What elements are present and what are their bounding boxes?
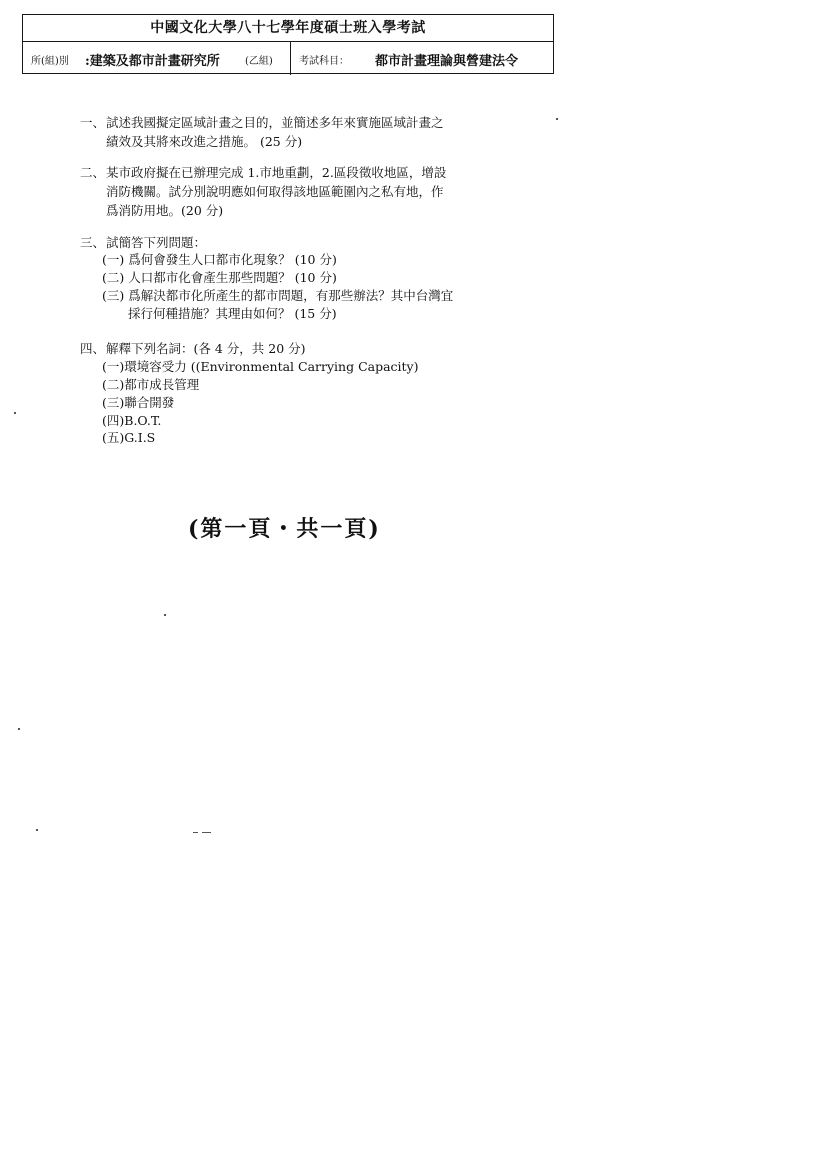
question-number: 一、: [80, 115, 106, 130]
subject-label: 考試科目：: [299, 56, 349, 67]
scan-speck: [36, 829, 38, 831]
question-number: 四、: [80, 341, 106, 356]
question-3: [80, 233, 206, 252]
subject-value: 都市計畫理論與營建法令: [375, 54, 519, 69]
page-number: (第一頁・共一頁): [188, 516, 381, 542]
question-number: 三、: [80, 235, 106, 250]
scan-speck: [14, 412, 16, 414]
question-text: 試簡答下列問題：: [106, 235, 207, 250]
term-item: (三)聯合開發: [102, 395, 175, 410]
term-item: (五)G.I.S: [102, 430, 156, 445]
sub-question: (二) 人口都市化會產生那些問題？ (10 分): [102, 270, 337, 285]
question-text: 試述我國擬定區域計畫之目的，並簡述多年來實施區域計畫之: [106, 115, 444, 130]
question-text: 某市政府擬在已辦理完成 1.市地重劃，2.區段徵收地區，增設: [106, 165, 447, 180]
question-text: 解釋下列名詞：(各 4 分，共 20 分): [106, 341, 306, 356]
question-2: [80, 163, 446, 220]
group-label: (乙組): [245, 56, 273, 67]
exam-title: 中國文化大學八十七學年度碩士班入學考試: [150, 20, 426, 36]
question-text: 消防機關。試分別說明應如何取得該地區範圍內之私有地，作: [106, 184, 444, 199]
term-item: (四)B.O.T.: [102, 413, 162, 428]
sub-question: (三) 爲解決都市化所產生的都市問題，有那些辦法？其中台灣宜: [102, 288, 454, 303]
scan-mark: [202, 832, 211, 833]
scan-speck: [556, 118, 558, 120]
scan-mark: [193, 832, 198, 833]
scan-speck: [18, 728, 20, 730]
question-1: [80, 113, 444, 151]
dept-value: :建築及都市計畫研究所: [85, 54, 220, 69]
dept-label: 所(組)別: [31, 56, 69, 67]
header-separator: [290, 42, 291, 75]
question-4: [80, 339, 306, 358]
header-info-row: [23, 42, 553, 75]
scan-speck: [164, 614, 166, 616]
term-item: (一)環境容受力 ((Environmental Carrying Capacity): [102, 359, 419, 374]
exam-header: [22, 14, 554, 74]
question-number: 二、: [80, 165, 106, 180]
question-text: 爲消防用地。(20 分): [106, 203, 224, 218]
sub-question-continued: 採行何種措施？其理由如何？ (15 分): [128, 306, 337, 321]
question-text: 績效及其將來改進之措施。 (25 分): [106, 134, 303, 149]
sub-question: (一) 爲何會發生人口都市化現象？ (10 分): [102, 252, 337, 267]
term-item: (二)都市成長管理: [102, 377, 200, 392]
